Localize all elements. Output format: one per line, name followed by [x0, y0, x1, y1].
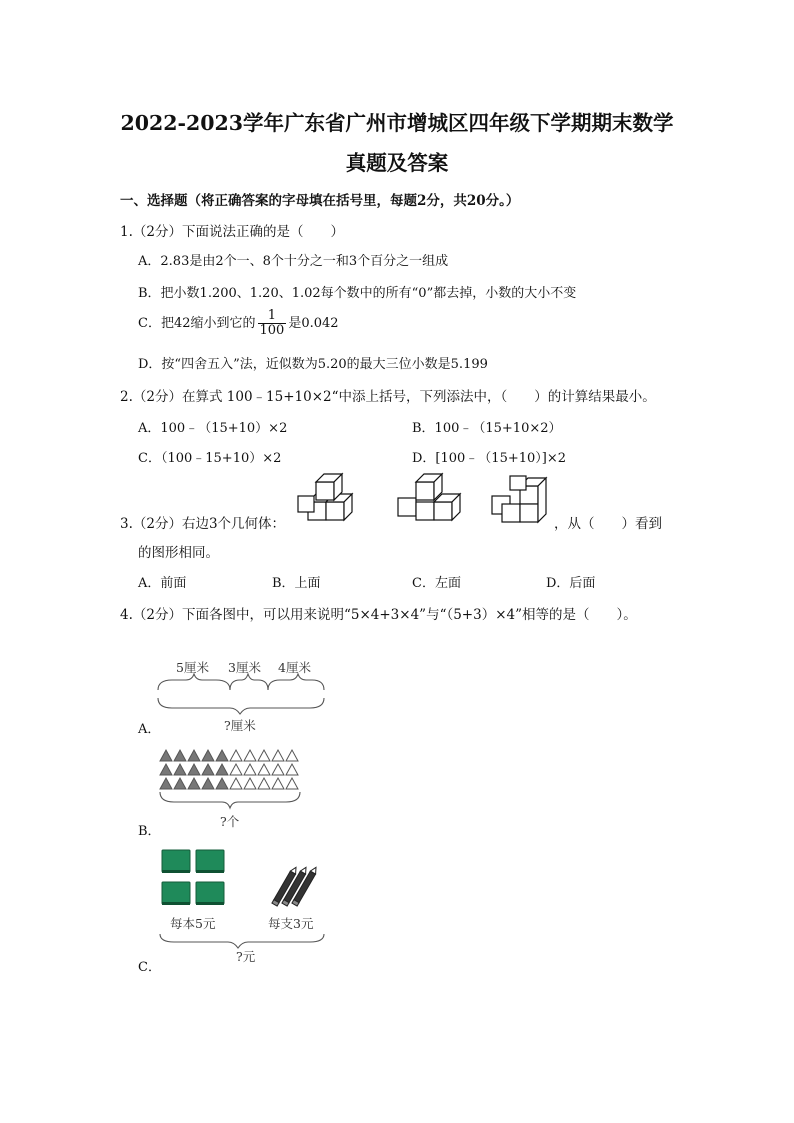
book-icons — [162, 850, 224, 905]
triangle-filled — [160, 750, 172, 761]
solid-figure-3 — [490, 470, 560, 526]
triangle-filled — [202, 764, 214, 775]
question-1-option-b: B．把小数1.200、1.20、1.02每个数中的所有“0”都去掉，小数的大小不变 — [138, 286, 577, 301]
triangle-filled — [188, 764, 200, 775]
figure-b-triangles — [156, 748, 306, 836]
figure-a-total-label: ?厘米 — [224, 718, 256, 733]
page-title-line2: 真题及答案 — [345, 151, 449, 175]
question-2-option-b: B．100﹣（15+10×2） — [412, 421, 562, 436]
triangle-outline — [286, 778, 298, 789]
triangle-filled — [216, 778, 228, 789]
triangle-outline — [230, 778, 242, 789]
question-1-option-a: A．2.83是由2个一、8个十分之一和3个百分之一组成 — [138, 254, 449, 269]
fraction-denominator: 100 — [259, 323, 285, 338]
option-c-prefix: C．把42缩小到它的 — [138, 316, 256, 331]
triangle-outline — [230, 764, 242, 775]
triangle-outline — [230, 750, 242, 761]
question-4-stem: 4.（2分）下面各图中，可以用来说明“5×4+3×4”与“（5+3）×4”相等的是（ ）。 — [120, 607, 637, 623]
figure-b-total-label: ?个 — [220, 814, 240, 829]
triangle-filled — [216, 750, 228, 761]
question-2-stem: 2.（2分）在算式 100﹣15+10×2“中添上括号，下列添法中，（ ）的计算结果最小。 — [120, 389, 656, 405]
triangle-filled — [216, 764, 228, 775]
figure-c-books-pens — [158, 846, 338, 964]
question-3-stem: 3.（2分）右边3个几何体： — [120, 516, 286, 532]
question-3-option-d: D．后面 — [546, 576, 596, 591]
question-1-option-c — [138, 309, 339, 338]
solid-figure-2 — [394, 470, 464, 526]
triangle-outline — [258, 764, 270, 775]
triangle-filled — [188, 750, 200, 761]
question-2-option-a: A．100﹣（15+10）×2 — [138, 421, 288, 436]
figure-c-total-label: ?元 — [236, 949, 256, 964]
figure-a-seg3-label: 4厘米 — [278, 660, 311, 675]
triangle-filled — [174, 750, 186, 761]
question-3-option-a: A．前面 — [138, 576, 187, 591]
figure-c-right-label: 每支3元 — [268, 916, 314, 931]
figure-a-seg2-label: 3厘米 — [228, 660, 261, 675]
solid-figure-1 — [296, 470, 366, 526]
pen-icons — [272, 866, 319, 906]
fraction-numerator: 1 — [258, 309, 287, 324]
triangle-filled — [202, 750, 214, 761]
triangle-outline — [286, 764, 298, 775]
question-3-stem-tail: ，从（ ）看到 — [554, 516, 662, 532]
triangle-outline — [244, 778, 256, 789]
question-2-option-c: C．（100﹣15+10）×2 — [138, 451, 282, 466]
triangle-outline — [272, 778, 284, 789]
question-3-stem-line2: 的图形相同。 — [138, 545, 219, 561]
figure-a-seg1-label: 5厘米 — [176, 660, 209, 675]
question-1-stem: 1.（2分）下面说法正确的是（ ） — [120, 224, 344, 240]
page-title-line1: 2022-2023学年广东省广州市增城区四年级下学期期末数学 — [120, 111, 674, 135]
triangle-outline — [272, 764, 284, 775]
triangle-outline — [258, 778, 270, 789]
option-c-suffix: 是0.042 — [288, 316, 339, 331]
triangle-outline — [286, 750, 298, 761]
question-3-option-b: B．上面 — [272, 576, 321, 591]
figure-a-label: A． — [138, 722, 161, 737]
triangle-filled — [188, 778, 200, 789]
triangle-outline — [272, 750, 284, 761]
triangle-outline — [258, 750, 270, 761]
triangle-filled — [202, 778, 214, 789]
question-2-option-d: D．[100﹣（15+10）]×2 — [412, 451, 567, 466]
triangle-filled — [160, 778, 172, 789]
figure-c-left-label: 每本5元 — [170, 916, 216, 931]
question-1-option-d: D．按“四舍五入”法，近似数为5.20的最大三位小数是5.199 — [138, 357, 488, 372]
question-3-option-c: C．左面 — [412, 576, 461, 591]
triangle-filled — [174, 778, 186, 789]
figure-a-segment-diagram — [150, 658, 340, 736]
fraction — [258, 309, 287, 338]
triangle-grid — [160, 750, 298, 789]
figure-b-label: B． — [138, 824, 161, 839]
triangle-filled — [160, 764, 172, 775]
figure-c-label: C． — [138, 960, 161, 975]
triangle-filled — [174, 764, 186, 775]
triangle-outline — [244, 764, 256, 775]
section-heading: 一、选择题（将正确答案的字母填在括号里，每题2分，共20分。） — [120, 193, 520, 209]
triangle-outline — [244, 750, 256, 761]
